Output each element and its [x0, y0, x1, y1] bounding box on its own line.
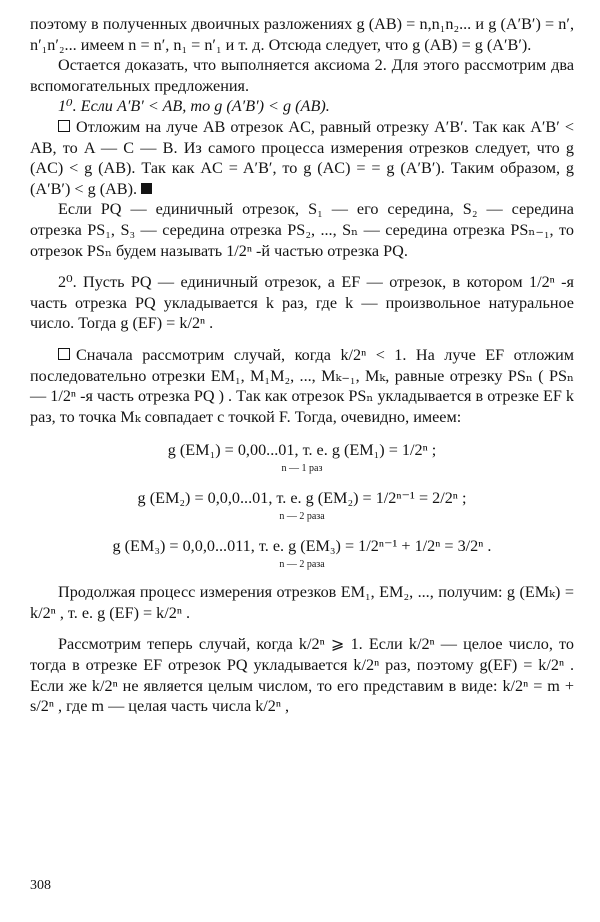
- paragraph: Продолжая процесс измерения отрезков EM₁, EM₂, ..., получим: g (EMₖ) = k/2ⁿ , т. е. g (EF) = k/2ⁿ .: [30, 583, 574, 622]
- proof-2: [30, 345, 574, 427]
- proof-2-text: Сначала рассмотрим случай, когда k/2ⁿ < 1. На луче EF отложим последовательно отрезки EM₁, M₁M₂, ..., Mₖ₋₁, Mₖ, равные отрезку PSₙ ( PSₙ — 1/2ⁿ -я часть отрезка PQ ) . Так как отрезок PSₙ укладывается в отрезке EF k раз, то точка Mₖ совпадает с точкой F. Тогда, очевидно, имеем:: [30, 345, 574, 426]
- formula-text: g (EM₁) = 0,00...01, т. е. g (EM₁) = 1/2ⁿ ;: [167, 441, 437, 460]
- paragraph: Рассмотрим теперь случай, когда k/2ⁿ ⩾ 1. Если k/2ⁿ — целое число, то тогда в отрезке EF отрезок PQ укладывается k/2ⁿ раз, поэтому g(EF) = k/2ⁿ . Если же k/2ⁿ не является целым числом, то его представим в виде: k/2ⁿ = m + s/2ⁿ , где m — целая часть числа k/2ⁿ ,: [30, 635, 574, 716]
- proof-1: [30, 117, 574, 199]
- formula-underbrace-label: n — 2 раза: [279, 511, 325, 523]
- statement-2: 2⁰. Пусть PQ — единичный отрезок, а EF — отрезок, в котором 1/2ⁿ -я часть отрезка PQ укладывается k раз, где k — произвольное натуральное число. Тогда g (EF) = k/2ⁿ .: [30, 273, 574, 333]
- proof-1-text: Отложим на луче AB отрезок AC, равный отрезку A′B′. Так как A′B′ < AB, то A — C — B. Из самого процесса измерения отрезков следует, что g (AC) < g (AB). Так как AC = A′B′, то g (AC) = = g (A′B′). Таким образом, g (A′B′) < g (AB).: [30, 117, 574, 198]
- page-body: [30, 14, 574, 717]
- formula-1: [30, 439, 574, 475]
- paragraph: поэтому в полученных двоичных разложениях g (AB) = n,n₁n₂... и g (A′B′) = n′, n′₁n′₂... имеем n = n′, n₁ = n′₁ и т. д. Отсюда следует, что g (AB) = g (A′B′).: [30, 15, 574, 54]
- page-number: 308: [30, 878, 51, 893]
- formula-text: g (EM₃) = 0,0,0...011, т. е. g (EM₃) = 1/2ⁿ⁻¹ + 1/2ⁿ = 3/2ⁿ .: [112, 537, 492, 556]
- proof-end-icon: [141, 183, 152, 194]
- proof-start-icon: [58, 348, 70, 360]
- formula-underbrace-label: n — 1 раз: [281, 463, 323, 475]
- formula-text: g (EM₂) = 0,0,0...01, т. е. g (EM₂) = 1/2ⁿ⁻¹ = 2/2ⁿ ;: [137, 489, 467, 508]
- formula-underbrace-label: n — 2 раза: [279, 559, 325, 571]
- paragraph: Остается доказать, что выполняется аксиома 2. Для этого рассмотрим два вспомогательных предложения.: [30, 56, 574, 95]
- statement-1: 1⁰. Если A′B′ < AB, то g (A′B′) < g (AB).: [58, 97, 330, 116]
- formula-2: [30, 487, 574, 523]
- formula-3: [30, 535, 574, 571]
- proof-start-icon: [58, 120, 70, 132]
- paragraph: Если PQ — единичный отрезок, S₁ — его середина, S₂ — середина отрезка PS₁, S₃ — середина отрезка PS₂, ..., Sₙ — середина отрезка PSₙ₋₁, то отрезок PSₙ будем называть 1/2ⁿ -й частью отрезка PQ.: [30, 200, 574, 260]
